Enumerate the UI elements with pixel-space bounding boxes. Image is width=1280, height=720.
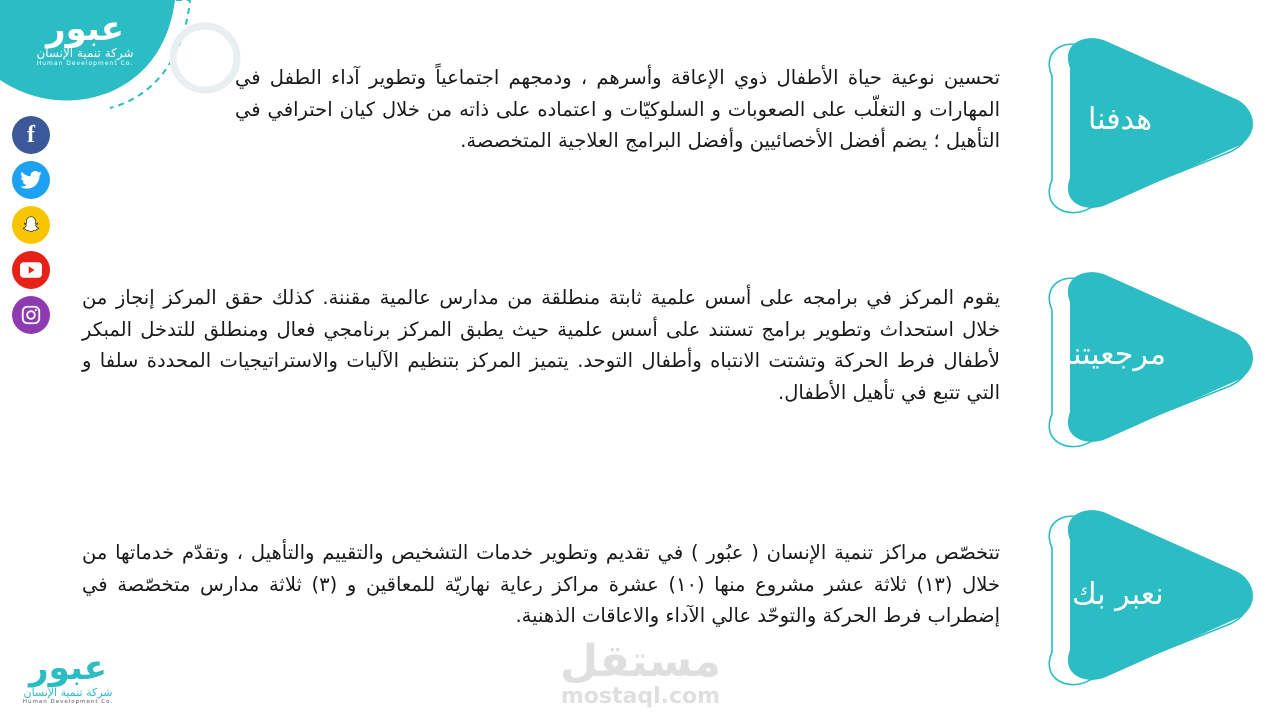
logo-subtitle: شركة تنمية الإنسان <box>36 46 134 60</box>
snapchat-icon[interactable] <box>12 206 50 244</box>
section-goal-text: تحسين نوعية حياة الأطفال ذوي الإعاقة وأسرهم ، ودمجهم اجتماعياً وتطوير آداء الطفل في المهارات و التغلّب على الصعوبات و السلوكيّات و اعتماده على ذاته من خلال كيان احترافي في التأهيل ؛ يضم أفضل الأخصائيين وأفضل البرامج العلاجية المتخصصة. <box>235 66 1000 152</box>
section-reference-title: مرجعيتنا <box>1064 337 1166 372</box>
brand-logo-top[interactable] <box>20 10 150 67</box>
watermark-url: mostaql.com <box>560 684 721 709</box>
youtube-icon[interactable] <box>12 251 50 289</box>
logo-wordmark: عبور <box>46 9 124 49</box>
twitter-icon[interactable] <box>12 161 50 199</box>
section-cross-title: نعبر بك <box>1072 577 1164 612</box>
logo-subtitle: شركة تنمية الإنسان <box>23 686 113 699</box>
section-goal-title: هدفنا <box>1088 102 1153 137</box>
section-reference-text: يقوم المركز في برامجه على أسس علمية ثابتة منطلقة من مدارس عالمية مقننة. كذلك حقق المركز إنجاز من خلال استحداث وتطوير برامج تستند على أسس علمية حيث يطبق المركز برنامجي فعال ومنطلق للتدخل المبكر لأطفال فرط الحركة وتشتت الانتباه وأطفال التوحد. يتميز المركز بتنظيم الآليات والاستراتيجيات المحددة سلفا و التي تتبع في تأهيل الأطفال. <box>82 286 1000 404</box>
brand-logo-bottom[interactable] <box>8 650 128 705</box>
instagram-icon[interactable] <box>12 296 50 334</box>
watermark-arabic: مستقل <box>560 636 721 687</box>
logo-english: Human Development Co. <box>22 699 114 705</box>
logo-english: Human Development Co. <box>36 60 134 67</box>
logo-wordmark: عبور <box>29 648 107 688</box>
section-cross-text: تتخصّص مراكز تنمية الإنسان ( عبُور ) في تقديم وتطوير خدمات التشخيص والتقييم والتأهيل ، وتقدّم خدماتها من خلال (١٣) ثلاثة عشر مشروع منها (١٠) عشرة مراكز رعاية نهاريّة للمعاقين و (٣) ثلاثة مدارس متخصّصة في إضطراب فرط الحركة والتوحّد عالي الآداء والاعاقات الذهنية. <box>82 541 1001 627</box>
facebook-icon[interactable]: f <box>12 116 50 154</box>
watermark <box>560 636 721 710</box>
